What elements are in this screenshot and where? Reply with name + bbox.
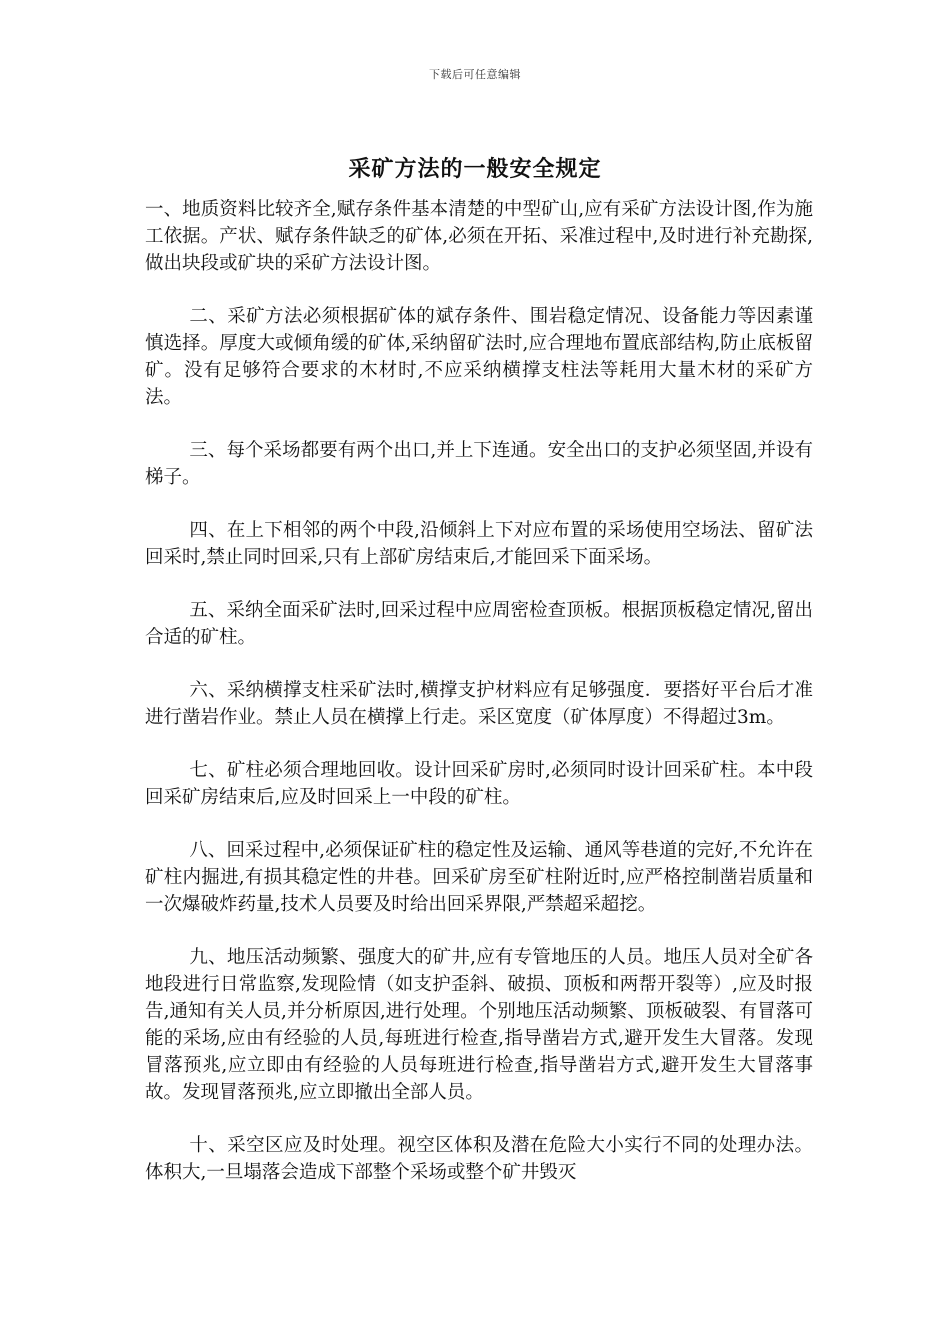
paragraph-8: 八、回采过程中,必须保证矿柱的稳定性及运输、通风等巷道的完好,不允许在矿柱内掘进,有损其稳定性的井巷。回采矿房至矿柱附近时,应严格控制凿岩质量和一次爆破炸药量,技术人员要及时给出回采界限,严禁超采超挖。 (145, 840, 813, 915)
paragraph-6: 六、采纳横撑支柱采矿法时,横撑支护材料应有足够强度．要搭好平台后才准进行凿岩作业。禁止人员在横撑上行走。采区宽度（矿体厚度）不得超过3m。 (145, 680, 813, 728)
paragraph-3: 三、每个采场都要有两个出口,并上下连通。安全出口的支护必须坚固,并设有梯子。 (145, 440, 813, 488)
paragraph-9: 九、地压活动频繁、强度大的矿井,应有专管地压的人员。地压人员对全矿各地段进行日常监察,发现险情（如支护歪斜、破损、顶板和两帮开裂等）,应及时报告,通知有关人员,并分析原因,进行处理。个别地压活动频繁、顶板破裂、有冒落可能的采场,应由有经验的人员,每班进行检查,指导凿岩方式,避开发生大冒落。发现冒落预兆,应立即由有经验的人员每班进行检查,指导凿岩方式,避开发生大冒落事故。发现冒落预兆,应立即撤出全部人员。 (145, 947, 813, 1103)
paragraph-2: 二、采矿方法必须根据矿体的斌存条件、围岩稳定情况、设备能力等因素谨慎选择。厚度大或倾角缓的矿体,采纳留矿法时,应合理地布置底部结构,防止底板留矿。没有足够符合要求的木材时,不应采纳横撑支柱法等耗用大量木材的采矿方法。 (145, 306, 813, 408)
paragraph-7: 七、矿柱必须合理地回收。设计回采矿房时,必须同时设计回采矿柱。本中段回采矿房结束后,应及时回采上一中段的矿柱。 (145, 760, 813, 808)
paragraph-5: 五、采纳全面采矿法时,回采过程中应周密检查顶板。根据顶板稳定情况,留出合适的矿柱。 (145, 600, 813, 648)
paragraph-10: 十、采空区应及时处理。视空区体积及潜在危险大小实行不同的处理办法。体积大,一旦塌落会造成下部整个采场或整个矿井毁灭 (145, 1135, 813, 1183)
header-note: 下载后可任意编辑 (429, 68, 521, 81)
document-title: 采矿方法的一般安全规定 (348, 156, 602, 182)
paragraph-1: 一、地质资料比较齐全,赋存条件基本清楚的中型矿山,应有采矿方法设计图,作为施工依据。产状、赋存条件缺乏的矿体,必须在开拓、采准过程中,及时进行补充勘探,做出块段或矿块的采矿方法设计图。 (145, 199, 813, 274)
document-body (145, 196, 813, 1212)
paragraph-4: 四、在上下相邻的两个中段,沿倾斜上下对应布置的采场使用空场法、留矿法回采时,禁止同时回采,只有上部矿房结束后,才能回采下面采场。 (145, 520, 813, 568)
